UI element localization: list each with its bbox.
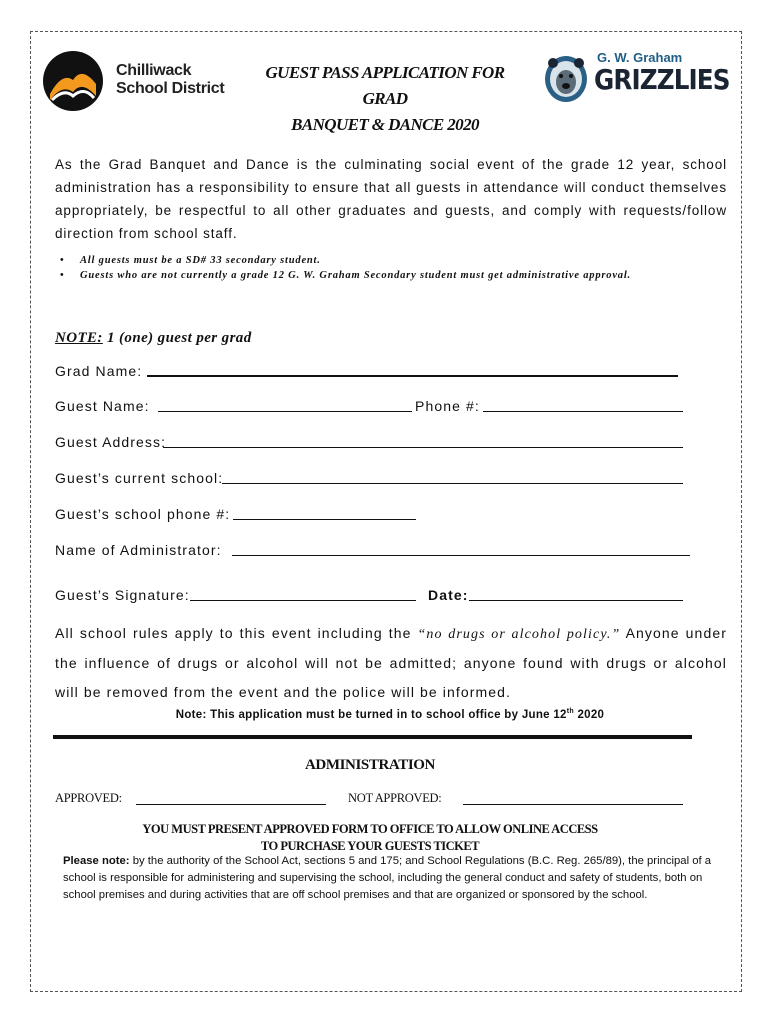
signature-field[interactable] <box>190 600 416 601</box>
guest-address-label: Guest Address: <box>55 434 167 450</box>
phone-label: Phone #: <box>415 398 480 414</box>
school-team-name: GRIZZLIES <box>594 63 730 96</box>
approved-label: APPROVED: <box>55 791 122 805</box>
deadline-note <box>100 708 680 721</box>
grad-name-label: Grad Name: <box>55 363 143 379</box>
title-line2: GRAD <box>362 89 408 108</box>
district-name-line1: Chilliwack <box>116 62 192 79</box>
school-name-small: G. W. Graham <box>597 50 683 65</box>
district-name-line2: School District <box>116 80 225 97</box>
administration-heading: ADMINISTRATION <box>305 757 435 773</box>
date-field[interactable] <box>469 600 683 601</box>
legal-notice <box>63 853 725 904</box>
deadline-sup: th <box>566 708 574 715</box>
school-phone-label: Guest’s school phone #: <box>55 506 231 522</box>
form-title <box>205 60 565 138</box>
rules-text-2: Anyone under the influence of drugs or alcohol will not be admitted; anyone found with drugs or alcohol will be removed from the event and the police will be informed. <box>55 625 727 700</box>
note-text: 1 (one) guest per grad <box>102 330 252 346</box>
online-access-line1: YOU MUST PRESENT APPROVED FORM TO OFFICE TO ALLOW ONLINE ACCESS <box>142 822 598 836</box>
phone-field[interactable] <box>483 411 683 412</box>
legal-notice-label: Please note: <box>63 855 130 867</box>
online-access-notice <box>55 821 685 855</box>
intro-paragraph: As the Grad Banquet and Dance is the culminating social event of the grade 12 year, school administration has a responsibility to ensure that all guests in attendance will conduct themselves appropriately, be respectful to all other graduates and guests, and comply with requests/follow direction from school staff. <box>55 157 727 241</box>
list-item: • All guests must be a SD# 33 secondary student. <box>60 253 728 268</box>
signature-label: Guest’s Signature: <box>55 587 190 603</box>
grad-name-field[interactable] <box>147 375 678 377</box>
title-line1: GUEST PASS APPLICATION FOR <box>265 63 505 82</box>
district-logo <box>42 50 232 110</box>
school-phone-field[interactable] <box>233 519 416 520</box>
deadline-text: Note: This application must be turned in to school office by June 12 <box>175 708 567 721</box>
current-school-label: Guest’s current school: <box>55 470 224 486</box>
grizzly-bear-icon <box>543 54 589 104</box>
legal-notice-text: by the authority of the School Act, sections 5 and 175; and School Regulations (B.C. Reg. 265/89), the principal of a school is responsible for administering and supervising the school, including the general conduct and safety of students, both on school premises and during activities that are off school premises and that are organized or sponsored by the school. <box>63 855 712 901</box>
rules-text-1: All school rules apply to this event including the <box>55 625 418 641</box>
guest-address-field[interactable] <box>163 447 683 448</box>
guest-name-field[interactable] <box>158 411 412 412</box>
rules-policy: “no drugs or alcohol policy.” <box>417 627 621 642</box>
list-item: • Guests who are not currently a grade 12 G. W. Graham Secondary student must get administrative approval. <box>60 268 728 283</box>
section-divider <box>53 735 692 739</box>
chilliwack-logo-icon <box>42 50 104 112</box>
requirements-list <box>60 253 728 283</box>
rules-paragraph <box>55 619 727 707</box>
approved-field[interactable] <box>136 804 326 805</box>
current-school-field[interactable] <box>222 483 683 484</box>
administrator-label: Name of Administrator: <box>55 542 222 558</box>
not-approved-label: NOT APPROVED: <box>348 791 442 805</box>
deadline-year: 2020 <box>573 708 605 721</box>
online-access-line2: TO PURCHASE YOUR GUESTS TICKET <box>260 839 480 853</box>
title-line3: BANQUET & DANCE 2020 <box>291 115 479 134</box>
not-approved-field[interactable] <box>463 804 683 805</box>
school-logo <box>543 50 728 106</box>
date-label: Date: <box>428 587 469 603</box>
note-prefix: NOTE: <box>55 330 103 346</box>
guest-name-label: Guest Name: <box>55 398 150 414</box>
guest-limit-note <box>55 330 252 347</box>
administrator-field[interactable] <box>232 555 690 556</box>
